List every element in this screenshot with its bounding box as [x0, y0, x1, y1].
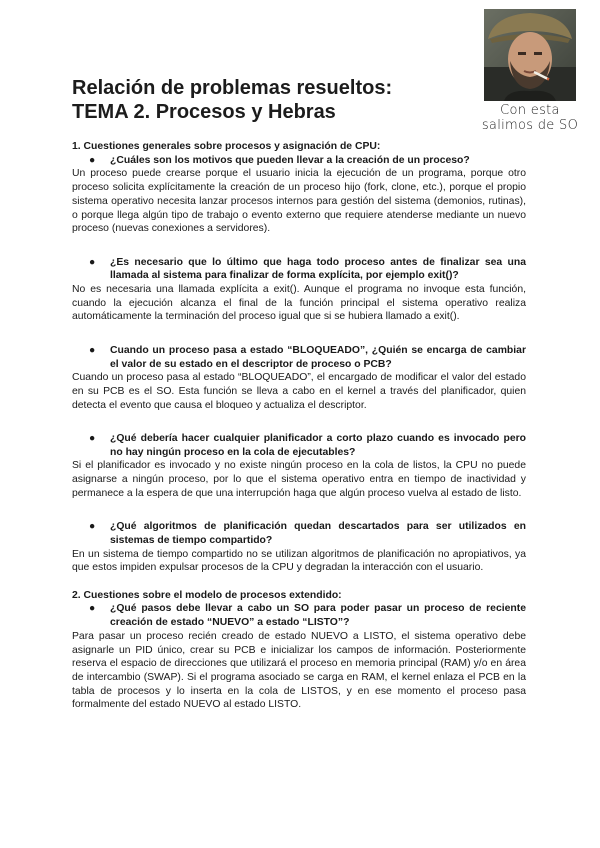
author-photo: [484, 9, 576, 101]
answer: Para pasar un proceso recién creado de estado NUEVO a LISTO, el sistema operativo debe asignarle un PID único, crear su PCB e inicializar los campos de información. Posteriormente reserva el espacio de direcciones que utilizará el proceso en memoria principal (RAM) y/o en área de intercambio (SWAP). Si el programa asociado se carga en RAM, el kernel enlaza el PCB en la tabla de procesos y lo inserta en la cola de LISTOS, y en ese momento el proceso pasa formalmente del estado NUEVO al estado LISTO.: [72, 630, 526, 711]
section-title: 1. Cuestiones generales sobre procesos y asignación de CPU:: [72, 141, 381, 152]
question: [72, 432, 526, 459]
document-body: [72, 140, 526, 712]
question-text: ¿Qué pasos debe llevar a cabo un SO para poder pasar un proceso de reciente creación de estado “NUEVO” a estado “LISTO”?: [110, 603, 526, 629]
question-text: ¿Qué debería hacer cualquier planificador a corto plazo cuando es invocado pero no hay ningún proceso en la cola de ejecutables?: [110, 433, 526, 458]
answer: En un sistema de tiempo compartido no se utilizan algoritmos de planificación no apropiativos, ya que estos impiden expulsar procesos de la CPU y degradan la interacción con el usuario.: [72, 548, 526, 574]
document-title: [72, 76, 472, 124]
title-line-1: Relación de problemas resueltos:: [72, 77, 393, 99]
question: [72, 602, 526, 629]
question-text: ¿Qué algoritmos de planificación quedan descartados para ser utilizados en sistemas de tiempo compartido?: [110, 521, 526, 546]
bullet-icon: ●: [89, 433, 96, 445]
bullet-icon: ●: [89, 521, 96, 533]
question-text: Cuando un proceso pasa a estado “BLOQUEADO”, ¿Quién se encarga de cambiar el valor de su estado en el descriptor de proceso o PCB?: [110, 344, 526, 370]
bullet-icon: ●: [89, 154, 96, 166]
answer: Un proceso puede crearse porque el usuario inicia la ejecución de un programa, porque otro proceso solicita explícitamente la creación de un proceso hijo (fork, clone, etc.), porque el propio sistema operativo necesita lanzar procesos internos para gestión del sistema (demonios, rutinas), o porque llega algún tipo de trabajo o evento externo que requiere atenderse mediante un nuevo proceso (nuevas conexiones a servidores).: [72, 168, 526, 235]
question: [72, 256, 526, 283]
question: [72, 154, 526, 168]
question-text: ¿Es necesario que lo último que haga todo proceso antes de finalizar sea una llamada al sistema para finalizar de forma explícita, por ejemplo exit()?: [110, 256, 526, 282]
question: [72, 520, 526, 547]
bullet-icon: ●: [89, 344, 96, 356]
question: [72, 344, 526, 371]
bullet-icon: ●: [89, 256, 96, 268]
bullet-icon: ●: [89, 603, 96, 615]
question-text: ¿Cuáles son los motivos que pueden llevar a la creación de un proceso?: [110, 154, 470, 166]
section-title: 2. Cuestiones sobre el modelo de procesos extendido:: [72, 589, 342, 601]
title-line-2: TEMA 2. Procesos y Hebras: [72, 101, 336, 123]
answer: No es necesaria una llamada explícita a exit(). Aunque el programa no invoque esta función, cuando la ejecución alcanza el final de la función principal el sistema operativo realiza automáticamente la terminación del proceso igual que si se hubiera llamado a exit().: [72, 284, 526, 323]
photo-caption-line-1: Con esta: [500, 103, 560, 118]
answer: Cuando un proceso pasa al estado “BLOQUEADO”, el encargado de modificar el valor del estado en su PCB es el SO. Esta función se lleva a cabo en el kernel a través del planificador, quien detecta el evento que causa el bloqueo y actualiza el descriptor.: [72, 372, 526, 411]
photo-caption: [474, 103, 586, 133]
answer: Si el planificador es invocado y no existe ningún proceso en la cola de listos, la CPU no puede asignarse a ningún proceso, por lo que el sistema operativo entra en tiempo de inactividad y permanece a la espera de que una interrupción haga que algún proceso vuelva al estado de listo.: [72, 460, 526, 499]
photo-caption-line-2: salimos de SO: [481, 118, 579, 133]
